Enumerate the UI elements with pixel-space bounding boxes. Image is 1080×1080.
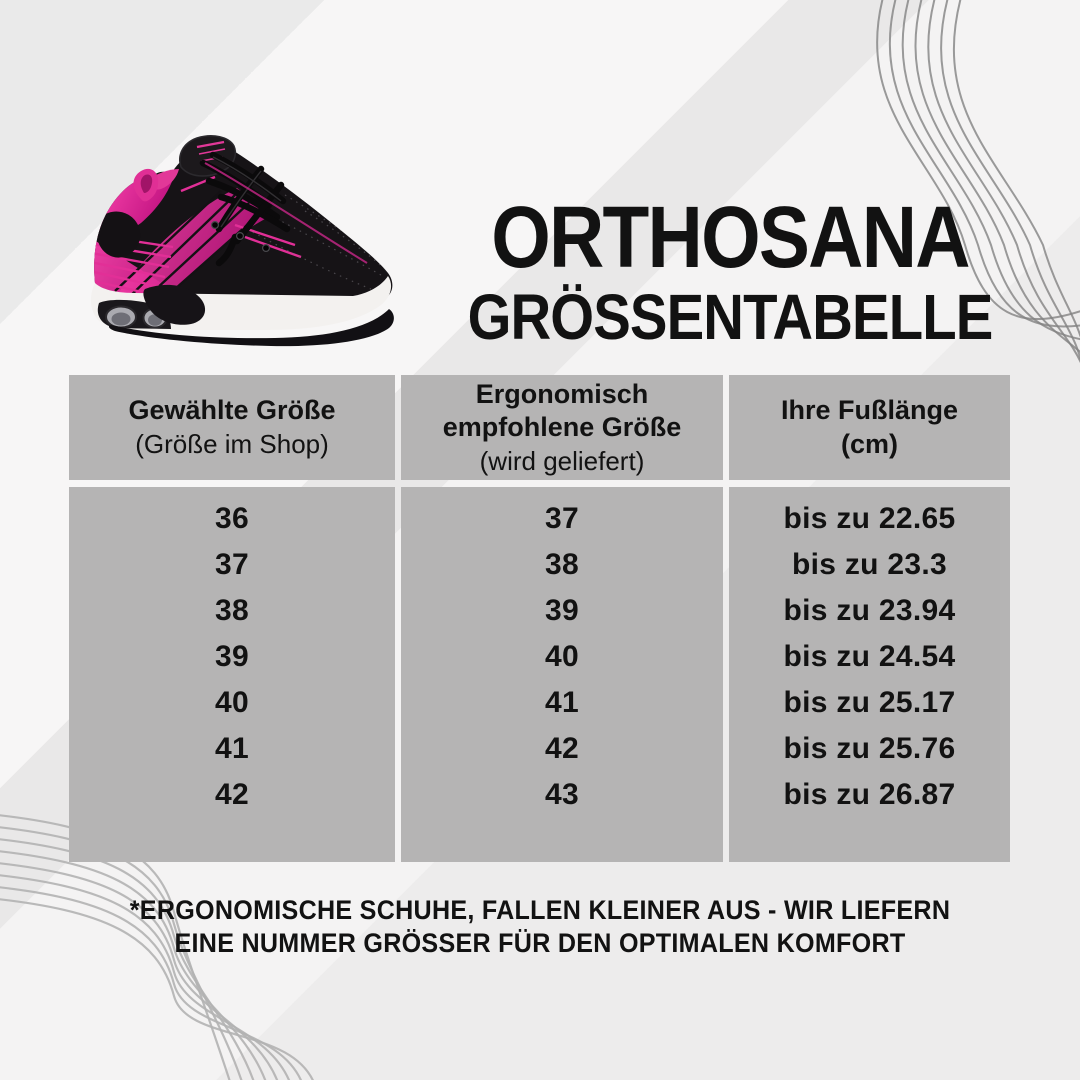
column-header-delivered-size (401, 375, 723, 480)
decorative-wave-line (0, 850, 268, 1080)
size-cell-delivered_size: 38 (545, 548, 579, 581)
size-table-body (69, 487, 1010, 862)
size-cell-delivered_size: 43 (545, 778, 579, 811)
sneaker-image (85, 133, 415, 348)
size-cell-delivered_size: 41 (545, 686, 579, 719)
size-cell-delivered_size: 39 (545, 594, 579, 627)
size-cell-foot_length: bis zu 23.3 (791, 548, 948, 581)
size-cell-shop_size: 42 (215, 778, 249, 811)
size-cell-foot_length: bis zu 23.94 (783, 594, 956, 627)
footnote (38, 894, 1042, 960)
product-photo (85, 133, 415, 348)
column-subtitle: (wird geliefert) (479, 446, 645, 476)
column-delivered-size (401, 487, 723, 862)
brand-title: ORTHOSANA (491, 189, 969, 286)
size-cell-shop_size: 36 (215, 502, 249, 535)
column-title: Gewählte Größe (128, 395, 336, 426)
column-header-shop-size (69, 375, 395, 480)
size-cell-delivered_size: 37 (545, 502, 579, 535)
size-cell-shop_size: 37 (215, 548, 249, 581)
size-cell-foot_length: bis zu 22.65 (783, 502, 956, 535)
column-header-foot-length (729, 375, 1010, 480)
size-cell-shop_size: 38 (215, 594, 249, 627)
chart-subtitle: GRÖSSENTABELLE (467, 281, 993, 353)
size-cell-foot_length: bis zu 25.17 (783, 686, 956, 719)
column-title: Ergonomisch empfohlene Größe (442, 378, 682, 443)
column-title: Ihre Fußlänge (780, 394, 959, 425)
footnote-line-2: EINE NUMMER GRÖSSER FÜR DEN OPTIMALEN KOMFORT (174, 928, 906, 958)
size-cell-shop_size: 40 (215, 686, 249, 719)
headline-block (430, 189, 1030, 353)
size-cell-shop_size: 39 (215, 640, 249, 673)
size-cell-foot_length: bis zu 24.54 (783, 640, 956, 673)
footnote-line-1: *ERGONOMISCHE SCHUHE, FALLEN KLEINER AUS - WIR LIEFERN (129, 895, 951, 925)
size-cell-delivered_size: 42 (545, 732, 579, 765)
size-cell-foot_length: bis zu 26.87 (783, 778, 956, 811)
size-cell-shop_size: 41 (215, 732, 249, 765)
column-subtitle: (Größe im Shop) (135, 429, 329, 460)
size-cell-delivered_size: 40 (545, 640, 579, 673)
size-table (69, 375, 1010, 862)
size-table-header (69, 375, 1010, 480)
column-shop-size (69, 487, 395, 862)
column-foot-length (729, 487, 1010, 862)
column-subtitle: (cm) (840, 428, 898, 459)
size-cell-foot_length: bis zu 25.76 (783, 732, 956, 765)
